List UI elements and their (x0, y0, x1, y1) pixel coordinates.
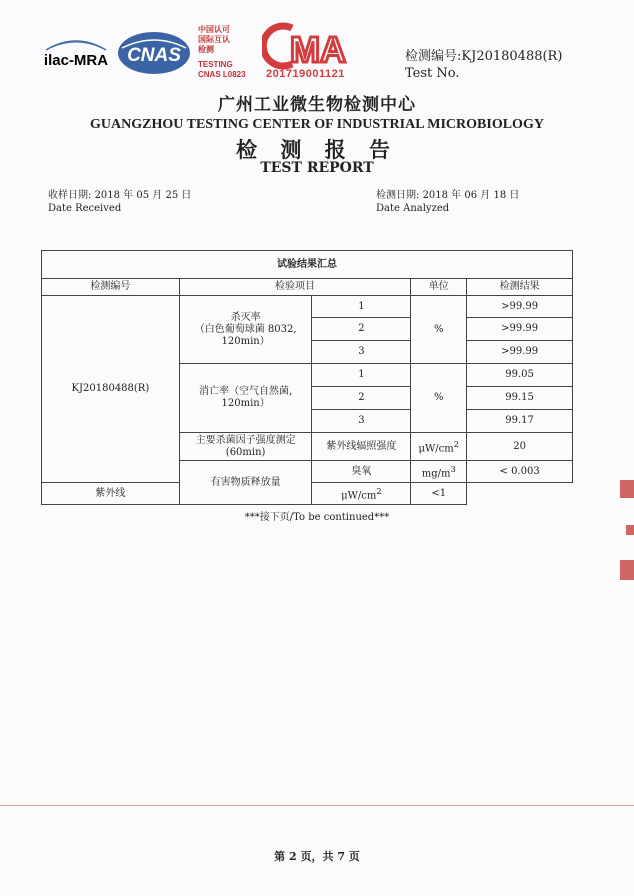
cnas-logo (116, 30, 192, 76)
result-cell: >99.99 (467, 296, 573, 318)
replicate-cell: 3 (312, 341, 411, 364)
org-name-en: GUANGZHOU TESTING CENTER OF INDUSTRIAL MICROBIOLOGY (90, 117, 544, 132)
ozone-sub: 臭氧 (312, 461, 411, 483)
table-header-row (42, 279, 573, 296)
ozone-unit: $mg/m^3$ (411, 461, 467, 483)
header-unit: 单位 (411, 279, 467, 296)
date-received-label: 收样日期: (48, 190, 92, 201)
replicate-cell: 1 (312, 296, 411, 318)
org-name-cn: 广州工业微生物检测中心 (218, 95, 416, 115)
report-title-cn: 检 测 报 告 (236, 137, 398, 162)
replicate-cell: 3 (312, 410, 411, 433)
kill-rate-line: 杀灭率 (230, 311, 261, 323)
result-cell: <1 (411, 483, 467, 505)
date-received-block (48, 189, 191, 215)
result-cell: 99.15 (467, 387, 573, 410)
result-cell: 99.17 (467, 410, 573, 433)
result-cell: < 0.003 (467, 461, 573, 483)
death-rate-line: 消亡率（空气自然菌, (199, 386, 293, 397)
cnas-text: CNAS (127, 45, 181, 66)
uv-intensity-line: (60min) (225, 446, 266, 458)
kill-rate-label (179, 296, 312, 364)
cnas-en-caption (198, 60, 246, 80)
test-no-en: Test No. (405, 66, 460, 81)
uv-intensity-line: 主要杀菌因子强度测定 (195, 434, 296, 446)
result-cell: >99.99 (467, 341, 573, 364)
header-item: 检验项目 (179, 279, 411, 296)
kill-rate-line: 120min） (221, 335, 270, 347)
cma-number: 201719001121 (266, 68, 345, 80)
ma-text: MA (290, 29, 346, 70)
kill-rate-line: （白色葡萄球菌 8032, (194, 323, 297, 335)
table-row (42, 296, 573, 318)
date-analyzed-en: Date Analyzed (376, 203, 450, 214)
footer-divider (0, 805, 634, 806)
uv-leak-sub: 紫外线 (42, 483, 180, 505)
uv-leak-unit: $\mu W/cm^2$ (312, 483, 411, 505)
date-received-en: Date Received (48, 203, 122, 214)
result-cell: 99.05 (467, 364, 573, 387)
header-test-no: 检测编号 (42, 279, 180, 296)
death-rate-label (179, 364, 312, 433)
seal-fragment (620, 560, 634, 580)
death-rate-unit: % (411, 364, 467, 433)
test-number-block (405, 48, 562, 82)
ilac-text: ilac-MRA (43, 52, 109, 69)
date-analyzed-block (376, 189, 519, 215)
table-title: 试验结果汇总 (42, 251, 573, 279)
sample-number-cell: KJ20180488(R) (42, 296, 180, 483)
death-rate-line: 120min） (221, 398, 270, 409)
result-cell: >99.99 (467, 318, 573, 341)
cma-logo (262, 22, 352, 70)
cnas-cn-caption (198, 24, 230, 54)
cnas-cn-line: 国际互认 (198, 34, 230, 44)
page-number: 第 2 页，共 7 页 (274, 850, 360, 863)
test-no-value: KJ20180488(R) (461, 49, 563, 64)
cnas-cn-line: 检测 (198, 44, 214, 54)
ilac-mra-logo (42, 36, 110, 72)
uv-intensity-unit: $\mu W/cm^2$ (411, 433, 467, 461)
kill-rate-unit: % (411, 296, 467, 364)
replicate-cell: 2 (312, 387, 411, 410)
date-analyzed-label: 检测日期: (376, 190, 420, 201)
result-cell: 20 (467, 433, 573, 461)
harmful-release-label: 有害物质释放量 (179, 461, 312, 505)
replicate-cell: 1 (312, 364, 411, 387)
report-title-en: TEST REPORT (260, 160, 374, 176)
cnas-cn-line: 中国认可 (198, 24, 230, 34)
header-result: 检测结果 (467, 279, 573, 296)
uv-intensity-label (179, 433, 312, 461)
date-analyzed-value: 2018 年 06 月 18 日 (422, 190, 520, 201)
results-table (41, 250, 573, 505)
cnas-en-line: CNAS L0823 (198, 70, 246, 79)
table-title-row (42, 251, 573, 279)
date-received-value: 2018 年 05 月 25 日 (94, 190, 192, 201)
seal-fragment (620, 480, 634, 498)
replicate-cell: 2 (312, 318, 411, 341)
seal-fragment (626, 525, 634, 535)
test-no-label: 检测编号: (405, 49, 462, 64)
cnas-en-line: TESTING (198, 60, 233, 69)
uv-intensity-sub: 紫外线辐照强度 (312, 433, 411, 461)
continued-note: ***接下页/To be continued*** (244, 512, 390, 523)
